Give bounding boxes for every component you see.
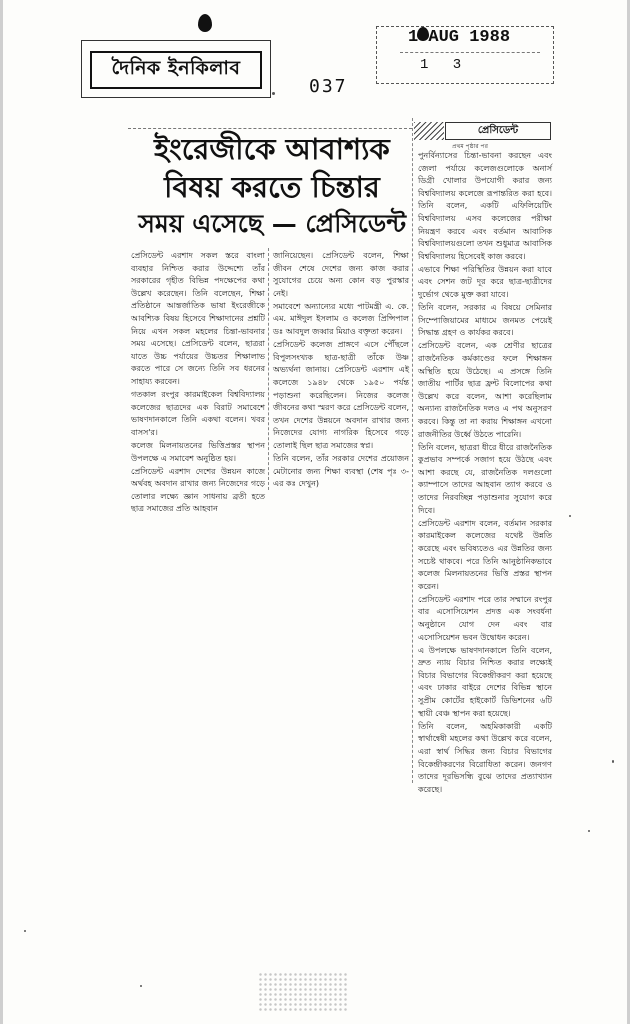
scan-smudge xyxy=(258,972,348,1012)
paragraph: প্রেসিডেন্ট এরশাদ সকল স্তরে বাংলা ব্যবহার নিশ্চিত করার উদ্দেশ্যে তাঁর সরকারের গৃহীত বিভিন্ন পদক্ষেপের কথা উল্লেখ করেছেন। তিনি বলেছেন, শিক্ষা প্রতিষ্ঠানে আন্তর্জাতিক ভাষা ইংরেজীকে আবশ্যিক বিষয় হিসেবে শিক্ষাদানের প্রশ্নটি নিয়ে এখন সকল মহলের চিন্তা-ভাবনার সময় এসেছে। প্রেসিডেন্ট বলেন, ছাত্ররা যাতে উচ্চ পর্যায়ের উচ্চতর শিক্ষালাভ করতে পারে সে জন্যে তিনি সব ধরনের সাহায্য করবেন। xyxy=(131,251,265,386)
date-stamp: 1 AUG 1988 xyxy=(408,28,511,47)
paragraph: তিনি বলেন, ছাত্ররা ধীরে ধীরে রাজনৈতিক কুপ্রভাব সম্পর্কে সজাগ হয়ে উঠছে এবং আশা করছে যে, রাজনৈতিক দলগুলো ক্যাম্পাসে তাদের আহবান ত্যাগ করবে ও তাদের নিরবচ্ছিন্ন পড়াশুনার সুযোগ করে দিবে। xyxy=(418,442,552,515)
paragraph: তিনি বলেন, অহমিকাকারী একটি স্বার্থান্বেষী মহলের কথা উল্লেখ করে বলেন, এরা স্বার্থ সিদ্ধির জন্য বিচার বিভাগের বিকেন্দ্রীকরণের বিরোধিতা করেন। জনগণ তাদের দূরভিসন্ধি বুঝে তাদের প্রত্যাখ্যান করেছে। xyxy=(418,721,552,794)
continuation-kicker: প্রেসিডেন্ট xyxy=(445,122,551,140)
scan-speck xyxy=(612,760,614,763)
headline-line-2: বিষয় করতে চিন্তার xyxy=(164,170,380,204)
paragraph: তিনি বলেন, তাঁর সরকার দেশের প্রয়োজন মেটানোর জন্য শিক্ষা ব্যবস্থা (শেষ পৃঃ ৩-এর কঃ দেখুন) xyxy=(273,454,409,489)
date-stamp-divider xyxy=(400,52,540,53)
paragraph: জানিয়েছেন। প্রেসিডেন্ট বলেন, শিক্ষা জীবন শেষে দেশের জন্য কাজ করার সুযোগের চেয়ে অন্য কোন বড় পুরস্কার নেই। xyxy=(273,251,409,298)
article-column-1 xyxy=(131,250,265,516)
paragraph: কলেজ মিলনায়তনের ভিত্তিপ্রস্তর স্থাপন উপলক্ষে এ সমাবেশ অনুষ্ঠিত হয়। xyxy=(131,440,265,463)
scan-speck xyxy=(569,515,571,517)
scan-speck xyxy=(272,92,275,95)
paragraph: প্রেসিডেন্ট বলেন, এক শ্রেণীর ছাত্রের রাজনৈতিক কর্মকাণ্ডের ফলে শিক্ষাঙ্গন অস্থিতি হয়ে উঠেছে। এ প্রসঙ্গে তিনি জাতীয় পার্টির ছাত্র ফ্রন্ট বিলোপের কথা উল্লেখ করে বলেন, আশা করেছিলাম অন্যান্য রাজনৈতিক দলও এ পথ অনুসরণ করবে। কিন্তু তা না করায় শিক্ষাঙ্গন এখনো রাজনীতির উর্ধ্বে উঠতে পারেনি। xyxy=(418,341,552,439)
paragraph: প্রেসিডেন্ট কলেজ প্রাঙ্গণে এসে পৌঁছলে বিপুলসংখ্যক ছাত্র-ছাত্রী তাঁকে উষ্ণ অভ্যর্থনা জানায়। প্রেসিডেন্ট এরশাদ এই কলেজে ১৯৪৮ থেকে ১৯৫০ পর্যন্ত পড়াশুনা করেছিলেন। নিজের কলেজ জীবনের কথা স্মরণ করে প্রেসিডেন্ট বলেন, তখন দেশের উন্নয়নে অবদান রাখার জন্য নিজেদের যোগ্য নাগরিক হিসেবে গড়ে তোলাই ছিল ছাত্র সমাজের স্বপ্ন। xyxy=(273,340,409,450)
continued-note: প্রথম পৃষ্ঠার পর xyxy=(452,143,488,150)
newspaper-name: দৈনিক ইনকিলাব xyxy=(111,57,241,79)
article-headline xyxy=(138,130,406,242)
paragraph: সমাবেশে অন্যান্যের মধ্যে পাটমন্ত্রী এ. কে. এম. মাঈদুল ইসলাম ও কলেজ প্রিন্সিপাল ডঃ আবদুল জব্বার মিয়াও বক্তৃতা করেন। xyxy=(273,301,409,337)
paragraph: এভাবে শিক্ষা পরিস্থিতির উন্নয়ন করা যাবে এবং সেশন জট দূর করে ছাত্র-ছাত্রীদের দুর্ভোগ থেকে মুক্ত করা যাবে। xyxy=(418,264,552,300)
column-divider xyxy=(268,248,269,490)
kicker-hatch xyxy=(414,122,444,140)
paragraph: প্রেসিডেন্ট এরশাদ বলেন, বর্তমান সরকার কারমাইকেল কলেজের যথেষ্ট উন্নতি করেছে এবং ভবিষ্যতেও এর উন্নতির জন্য সচেষ্ট থাকবে। পরে তিনি আনুষ্ঠানিকভাবে কলেজ মিলনায়তনের ভিত্তি প্রস্তর স্থাপন করেন। xyxy=(418,518,552,591)
paragraph: প্রেসিডেন্ট এরশাদ পরে তার সম্মানে রংপুর বার এসোসিয়েশন প্রদত্ত এক সংবর্ধনা অনুষ্ঠানে যোগ দেন এবং বার এসোসিয়েশন ভবন উদ্বোধন করেন। xyxy=(418,594,552,642)
paragraph: তিনি বলেন, সরকার এ বিষয়ে সেমিনার সিম্পোজিয়ামের মাধ্যমে জনমত পেয়েই সিদ্ধান্ত গ্রহণ ও কার্যকর করবে। xyxy=(418,303,552,338)
headline-line-1: ইংরেজীকে আবাশ্যক xyxy=(154,132,390,166)
article-column-3 xyxy=(418,150,552,797)
scan-speck xyxy=(140,985,142,987)
reference-number: 1 3 xyxy=(420,57,470,73)
page-number: 037 xyxy=(309,76,348,97)
newspaper-stamp xyxy=(81,40,271,98)
newspaper-stamp-inner xyxy=(90,51,262,89)
paragraph: প্রেসিডেন্ট এরশাদ দেশের উন্নয়ন কাজে অর্থবহ অবদান রাখার জন্য নিজেদের গড়ে তোলার লক্ষ্যে জ্ঞান সাধনায় ব্রতী হতে ছাত্র সমাজের প্রতি আহবান xyxy=(131,466,265,514)
scan-speck xyxy=(588,830,590,832)
scan-edge-left xyxy=(0,0,3,1024)
paragraph: পুনর্বিন্যাসের চিন্তা-ভাবনা করছেন এবং জেলা পর্যায়ে কলেজগুলোকে অনার্স ডিগ্রী খোলার উপযোগী করার জন্য বিশ্ববিদ্যালয় কলেজে রূপান্তরিত করা হবে। তিনি বলেন, একটি এফিলিয়েটিং বিশ্ববিদ্যালয় এসব কলেজের পরীক্ষা নিয়ন্ত্রণ করবে এবং বর্তমান আবাসিক বিশ্ববিদ্যালয়গুলো তখন শুধুমাত্র আবাসিক বিশ্ববিদ্যালয় হিসেবেই কাজ করবে। xyxy=(418,151,552,261)
headline-line-3: সময় এসেছে — প্রেসিডেন্ট xyxy=(138,209,406,238)
paragraph: এ উপলক্ষে ভাষণদানকালে তিনি বলেন, দ্রুত ন্যায় বিচার নিশ্চিত করার লক্ষ্যেই বিচার বিভাগের বিকেন্দ্রীকরণ করা হয়েছে এবং ঢাকার বাইরে দেশের বিভিন্ন স্থানে সুপ্রীম কোর্টের হাইকোর্ট ডিভিশনের ৬টি স্থায়ী বেঞ্চ স্থাপন করা হয়েছে। xyxy=(418,645,552,718)
article-column-2 xyxy=(273,250,409,491)
ink-blot xyxy=(198,14,212,32)
paragraph: গতকাল রংপুর কারমাইকেল বিশ্ববিদ্যালয় কলেজের ছাত্রদের এক বিরাট সমাবেশে ভাষণদানকালে তিনি একথা বলেন। খবর বাসস'র। xyxy=(131,390,265,437)
scan-speck xyxy=(24,930,26,932)
